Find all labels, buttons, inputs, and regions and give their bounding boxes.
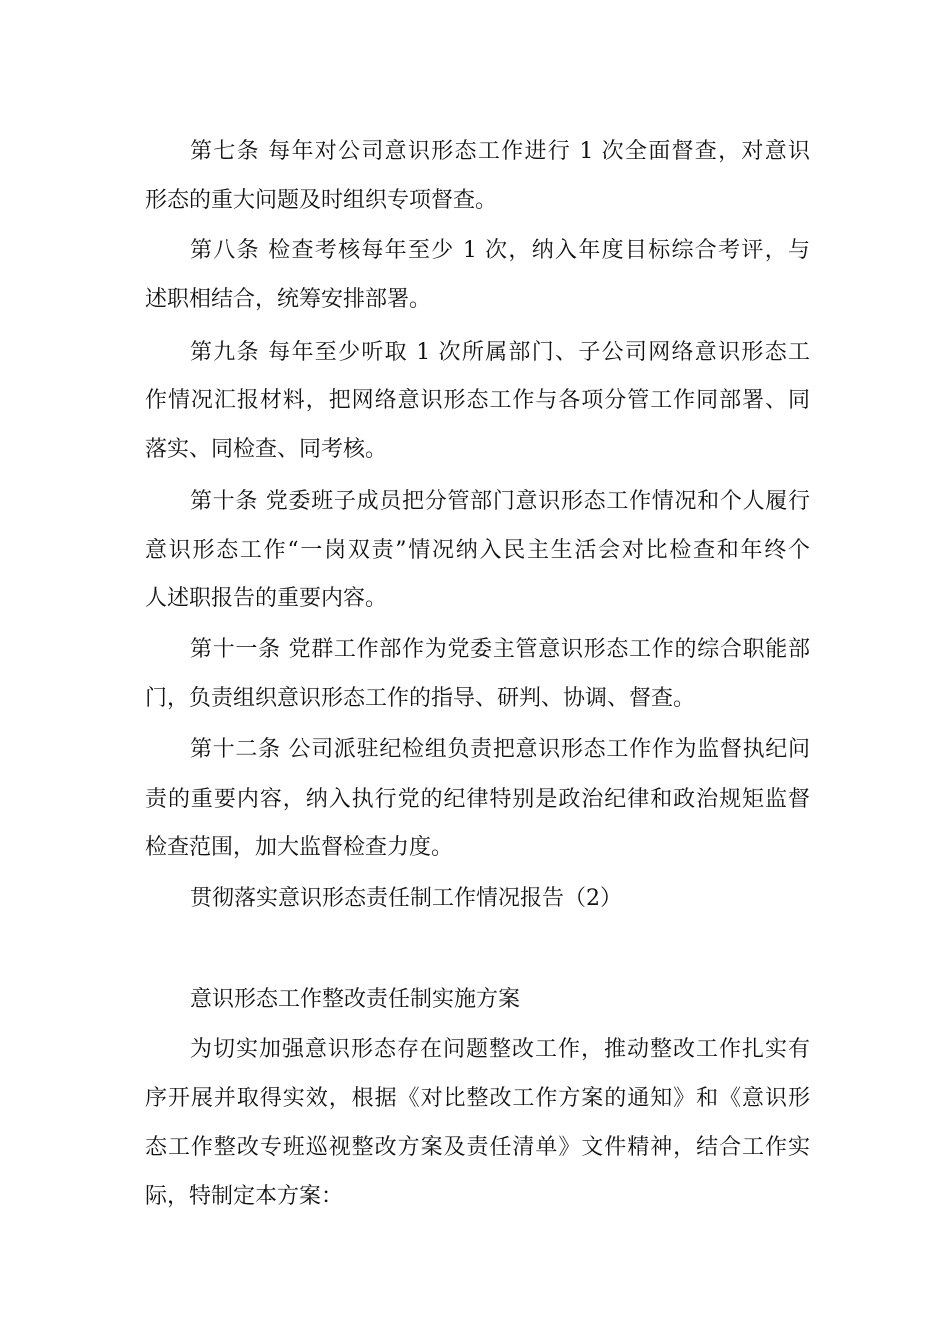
text-line: 责的重要内容，纳入执行党的纪律特别是政治纪律和政治规矩监督 (145, 787, 810, 812)
report-title: 贯彻落实意识形态责任制工作情况报告（2） (190, 886, 622, 911)
text-line: 态工作整改专班巡视整改方案及责任清单》文件精神，结合工作实 (145, 1135, 810, 1160)
text-line: 序开展并取得实效，根据《对比整改工作方案的通知》和《意识形 (145, 1086, 810, 1111)
text-line: 第十一条 党群工作部作为党委主管意识形态工作的综合职能部 (190, 637, 810, 662)
text-line: 第八条 检查考核每年至少 1 次，纳入年度目标综合考评，与 (190, 238, 810, 263)
text-line: 际，特制定本方案： (145, 1184, 344, 1209)
text-line: 第七条 每年对公司意识形态工作进行 1 次全面督查，对意识 (190, 139, 810, 164)
text-line: 述职相结合，统筹安排部署。 (145, 287, 432, 312)
text-line: 人述职报告的重要内容。 (145, 586, 388, 611)
text-line: 第十条 党委班子成员把分管部门意识形态工作情况和个人履行 (190, 489, 810, 514)
text-line: 意识形态工作“一岗双责”情况纳入民主生活会对比检查和年终个 (145, 538, 810, 563)
text-line: 作情况汇报材料，把网络意识形态工作与各项分管工作同部署、同 (145, 388, 810, 413)
text-line: 为切实加强意识形态存在问题整改工作，推动整改工作扎实有 (190, 1037, 810, 1062)
section-heading: 意识形态工作整改责任制实施方案 (190, 987, 521, 1012)
text-line: 检查范围，加大监督检查力度。 (145, 835, 454, 860)
text-line: 形态的重大问题及时组织专项督查。 (145, 188, 498, 213)
text-line: 第九条 每年至少听取 1 次所属部门、子公司网络意识形态工 (190, 340, 810, 365)
text-line: 门，负责组织意识形态工作的指导、研判、协调、督查。 (145, 686, 696, 711)
text-line: 落实、同检查、同考核。 (145, 437, 388, 462)
text-line: 第十二条 公司派驻纪检组负责把意识形态工作作为监督执纪问 (190, 737, 810, 762)
